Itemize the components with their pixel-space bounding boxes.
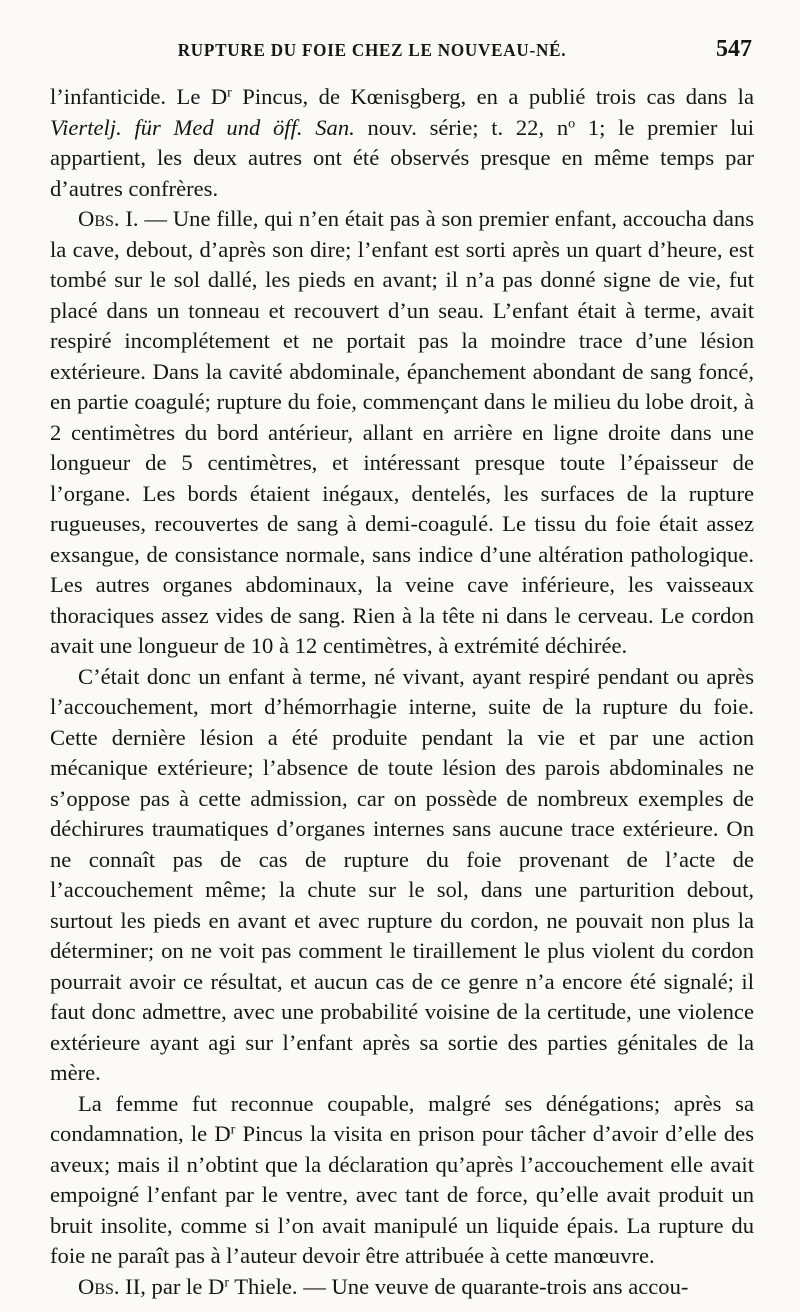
paragraph-intro-text-b: Pincus, de Kœnisgberg, en a publié trois cas dans la [231, 84, 754, 109]
superscript-r-2: r [230, 1122, 236, 1138]
journal-title: Viertelj. für Med und öff. San. [50, 114, 355, 140]
running-head: RUPTURE DU FOIE CHEZ LE NOUVEAU-NÉ. [177, 40, 567, 60]
verdict-text-b: Pincus la visita en prison pour tâcher d’avoir d’elle des aveux; mais il n’obtint que la déclaration qu’après l’accouchement elle avait empoigné l’enfant par le ventre, avec tant de force, qu’elle avait produit un bruit insolite, comme si l’on avait manipulé un liquide épais. La rupture du foie ne paraît pas à l’auteur devoir être attribuée à cette manœuvre. [50, 1121, 754, 1268]
superscript-o: o [568, 115, 576, 131]
observation-one [50, 204, 754, 662]
paragraph-intro-text-c: nouv. série; t. 22, n [354, 114, 569, 140]
observation-two-label: Obs. II, [78, 1273, 146, 1299]
page-header [52, 36, 752, 68]
article-body [50, 82, 754, 1302]
paragraph-intro-text-a: l’infanticide. Le D [50, 84, 228, 109]
page-number: 547 [716, 36, 752, 62]
observation-two-text-b: Thiele. — Une veuve de quarante-trois ans accou- [228, 1273, 689, 1299]
superscript-r-3: r [224, 1274, 229, 1290]
superscript-r: r [227, 85, 232, 101]
verdict-paragraph [50, 1089, 754, 1272]
observation-two-start [50, 1272, 754, 1303]
observation-one-text: — Une fille, qui n’en était pas à son premier enfant, accoucha dans la cave, debout, d’après son dire; l’enfant est sorti après un quart d’heure, est tombé sur le sol dallé, les pieds en avant; il n’a pas donné signe de vie, fut placé dans un tonneau et recouvert d’un seau. L’enfant était à terme, avait respiré incomplétement et ne portait pas la moindre trace d’une lésion extérieure. Dans la cavité abdominale, épanchement abondant de sang foncé, en partie coagulé; rupture du foie, commençant dans le milieu du lobe droit, à 2 centimètres du bord antérieur, allant en arrière en ligne droite dans une longueur de 5 centimètres, et intéressant presque toute l’épaisseur de l’organe. Les bords étaient inégaux, dentelés, les surfaces de la rupture rugueuses, recouvertes de sang à demi-coagulé. Le tissu du foie était assez exsangue, de consistance normale, sans indice d’une altération pathologique. Les autres organes abdominaux, la veine cave inférieure, les vaisseaux thoraciques assez vides de sang. Rien à la tête ni dans le cerveau. Le cordon avait une longueur de 10 à 12 centimètres, à extrémité déchirée. [50, 206, 755, 658]
verdict-text-a: La femme fut reconnue coupable, malgré ses dénégations; après sa condamnation, le D [50, 1090, 754, 1146]
conclusion-paragraph: C’était donc un enfant à terme, né vivant, ayant respiré pendant ou après l’accouchement, mort d’hémorrhagie interne, suite de la rupture du foie. Cette dernière lésion a été produite pendant la vie et par une action mécanique extérieure; l’absence de toute lésion des parois abdominales ne s’oppose pas à cette admission, car on possède de nombreux exemples de déchirures traumatiques d’organes internes sans aucune trace extérieure. On ne connaît pas de cas de rupture du foie provenant de l’acte de l’accouchement même; la chute sur le sol, dans une parturition debout, surtout les pieds en avant et avec rupture du cordon, ne pouvait non plus la déterminer; on ne voit pas comment le tiraillement le plus violent du cordon pourrait avoir ce résultat, et aucun cas de ce genre n’a encore été signalé; il faut donc admettre, avec une probabilité voisine de la certitude, une violence extérieure ayant agi sur l’enfant après sa sortie des parties génitales de la mère. [50, 663, 754, 1085]
observation-one-label: Obs. I. [78, 206, 139, 231]
paragraph-intro-text-d: 1; le premier lui appartient, les deux autres ont été observés presque en même temps par d’autres confrères. [50, 114, 754, 201]
paragraph-intro [50, 82, 754, 204]
observation-two-text-a: par le D [145, 1273, 225, 1299]
